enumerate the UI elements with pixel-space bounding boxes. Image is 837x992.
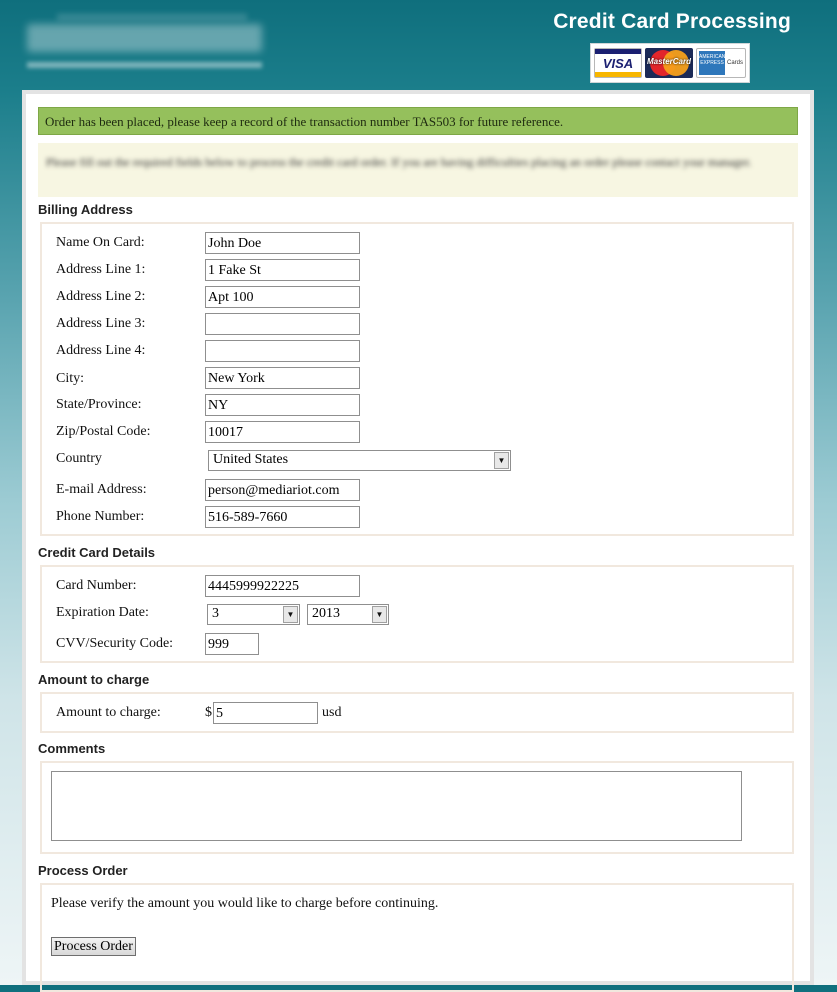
expiration-date-label: Expiration Date: xyxy=(56,605,149,620)
city-input[interactable] xyxy=(205,367,360,389)
process-fieldset xyxy=(40,883,794,992)
address-line-2-label: Address Line 2: xyxy=(56,289,146,304)
address-line-3-label: Address Line 3: xyxy=(56,316,146,331)
address-line-4-label: Address Line 4: xyxy=(56,343,146,358)
process-section-title: Process Order xyxy=(38,863,128,878)
chevron-down-icon[interactable]: ▼ xyxy=(283,606,298,623)
billing-section-title: Billing Address xyxy=(38,202,133,217)
state-label: State/Province: xyxy=(56,397,142,412)
name-on-card-label: Name On Card: xyxy=(56,235,145,250)
card-number-input[interactable] xyxy=(205,575,360,597)
name-on-card-input[interactable] xyxy=(205,232,360,254)
card-details-section-title: Credit Card Details xyxy=(38,545,156,560)
email-label: E-mail Address: xyxy=(56,482,147,497)
expiration-year-select[interactable]: 2013 ▼ xyxy=(307,604,389,625)
city-label: City: xyxy=(56,371,85,386)
comments-fieldset xyxy=(40,761,794,854)
expiration-month-select[interactable]: 3 ▼ xyxy=(207,604,300,625)
visa-logo-icon: VISA xyxy=(594,48,642,78)
comments-textarea[interactable] xyxy=(51,771,742,841)
zip-input[interactable] xyxy=(205,421,360,443)
currency-symbol: $ xyxy=(205,705,212,720)
email-input[interactable] xyxy=(205,479,360,501)
phone-input[interactable] xyxy=(205,506,360,528)
amex-logo-icon: AMERICAN EXPRESS Cards xyxy=(696,48,746,78)
accepted-cards xyxy=(590,43,750,83)
country-select[interactable]: United States ▼ xyxy=(208,450,511,471)
address-line-4-input[interactable] xyxy=(205,340,360,362)
billing-fieldset xyxy=(40,222,794,536)
mastercard-logo-icon: MasterCard xyxy=(645,48,693,78)
cvv-label: CVV/Security Code: xyxy=(56,636,174,651)
card-details-fieldset xyxy=(40,565,794,663)
amount-fieldset xyxy=(40,692,794,733)
chevron-down-icon[interactable]: ▼ xyxy=(494,452,509,469)
address-line-1-input[interactable] xyxy=(205,259,360,281)
address-line-2-input[interactable] xyxy=(205,286,360,308)
site-title: Credit Card Processing xyxy=(553,10,791,33)
success-message: Order has been placed, please keep a record of the transaction number TAS503 for future reference. xyxy=(38,107,798,135)
process-order-button[interactable]: Process Order xyxy=(51,937,136,956)
cvv-input[interactable] xyxy=(205,633,259,655)
amount-label: Amount to charge: xyxy=(56,705,161,720)
card-number-label: Card Number: xyxy=(56,578,137,593)
process-note: Please verify the amount you would like to charge before continuing. xyxy=(51,896,439,911)
main-panel xyxy=(22,90,814,985)
phone-label: Phone Number: xyxy=(56,509,145,524)
chevron-down-icon[interactable]: ▼ xyxy=(372,606,387,623)
address-line-1-label: Address Line 1: xyxy=(56,262,146,277)
currency-unit: usd xyxy=(322,705,342,720)
country-label: Country xyxy=(56,451,102,466)
info-message: Please fill out the required fields below to process the credit card order. If you are having difficulties placing an order please contact your manager. xyxy=(38,143,798,197)
address-line-3-input[interactable] xyxy=(205,313,360,335)
comments-section-title: Comments xyxy=(38,741,106,756)
zip-label: Zip/Postal Code: xyxy=(56,424,151,439)
amount-section-title: Amount to charge xyxy=(38,672,150,687)
state-input[interactable] xyxy=(205,394,360,416)
blurred-logo xyxy=(27,14,262,74)
amount-input[interactable] xyxy=(213,702,318,724)
